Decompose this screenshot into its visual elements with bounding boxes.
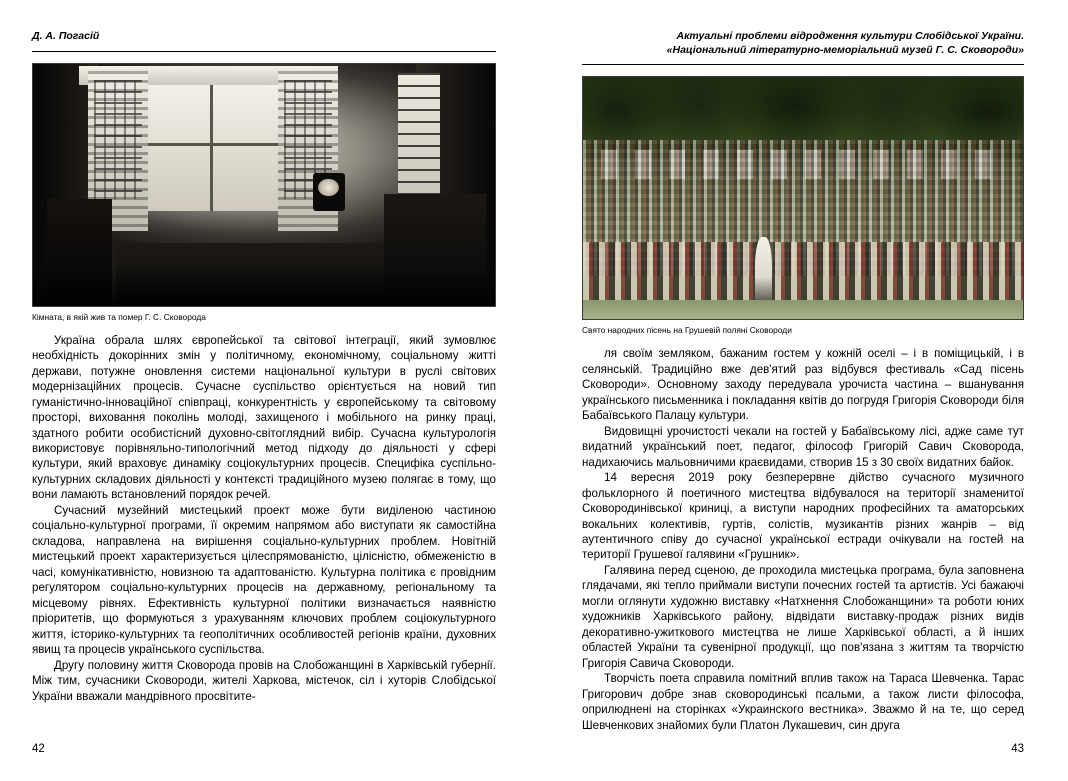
left-running-head: Д. А. Погасій (32, 30, 100, 42)
left-page-number: 42 (32, 743, 45, 755)
curtain-embroidery-pattern (94, 80, 142, 198)
museum-room-photo (32, 63, 496, 307)
left-figure-caption: Кімната, в якій жив та помер Г. С. Сковорода (32, 311, 206, 322)
room-floor-shadow (33, 267, 495, 306)
left-body-text (32, 333, 496, 704)
mantel-clock (313, 173, 345, 212)
right-running-head-line-1: Актуальні проблеми відродження культури Слобідської України. (676, 30, 1024, 42)
paragraph: 14 вересня 2019 року безперервне дійство сучасного музичного фольклорного й поетичного мистецтва відбувалося на території знаменитої Сковородинівської криниці, а виступи народних професійних та аматорських вокальних колективів, гуртів, солістів, музикантів різних жанрів – від аутентичного співу до сучасної української естради очікували на гостей на території Грушевої галявини «Грушник». (582, 471, 1024, 562)
paragraph: Україна обрала шлях європейської та світової інтеграції, який зумовлює необхідність докорінних змін у політичному, економічному, соціальному житті держави, потужне оновлення системи національної культури в руслі світових модернізаційних процесів. Сучасне суспільство орієнтується на новий тип гуманістично-інноваційної співпраці, конкурентність у європейському та світовому просторі, виховання поколінь молоді, захищеного і мобільного на ринку праці, здатного робити особистісний духовно-світоглядний вибір. Сучасна культурологія використовує порівняльно-типологічний метод підходу до діяльності у сфері культури, який враховує динаміку соціокультурних процесів. Специфіка суспільно-культурних складових діяльності у контексті традиційного музею полягає в тому, що вони ламають встановлений порядок речей. (32, 333, 496, 502)
right-running-head-line-2: «Національний літературно-меморіальний музей Г. С. Сковороди» (666, 43, 1024, 56)
right-header-rule (582, 64, 1024, 65)
grass-foreground (583, 300, 1023, 319)
paragraph: Творчість поета справила помітний вплив також на Тараса Шевченка. Тарас Григорович добре знав сковородинські псальми, а також листи філософа, оприлюднені на сторінках «Украинского вестника». Зважмо й на те, що серед Шевченкових знайомих були Платон Лукашевич, син друга (582, 672, 1024, 732)
left-header-rule (32, 51, 496, 52)
right-running-head (582, 30, 1024, 57)
right-figure (582, 76, 1024, 335)
performer-figure (755, 237, 773, 310)
right-page-number: 43 (1011, 743, 1024, 755)
paragraph: Видовищні урочистості чекали на гостей у Бабаївському лісі, адже саме тут видатний український поет, педагог, філософ Григорій Савич Сковорода, надихаючись мальовничими краєвидами, створив 15 з 30 своїх видатних байок. (582, 424, 1024, 469)
paragraph: ля своїм земляком, бажаним гостем у кожній оселі – і в поміщицькій, і в селянській. Традиційно вже дев'ятий раз відбувся фестиваль «Сад пісень Сковороди». Основному заходу передувала урочиста частина – вшанування українського письменника і покладання квітів до погрудя Григорія Сковороди біля Бабаївського Палацу культури. (582, 347, 1024, 423)
folk-song-festival-photo (582, 76, 1024, 320)
right-figure-caption: Свято народних пісень на Грушевій поляні Сковороди (582, 325, 792, 336)
room-window (144, 85, 283, 211)
paragraph: Сучасний музейний мистецький проект може бути виділеною частиною соціально-культурної програми, її окремим напрямом або виступати як самостійна складова, направлена на вирішення соціально-культурних проблем. Новітній мистецький проект характеризується цілеспрямованістю, цілісністю, обмеженістю в часі, комунікативністю, новизною та адаптованістю. Культурна політика є провідним регулятором соціально-культурних процесів на державному, регіональному та місцевому рівнях. Ефективність культурної політики визначається наявністю пріоритетів, що формуються з урахуванням ключових проблем соціокультурного життя, історико-культурних та геополітичних особливостей регіонів країни, духовних явищ та процесів українського суспільства. (32, 503, 496, 657)
paragraph: Другу половину життя Сковорода провів на Слобожанщині в Харківській губернії. Між тим, сучасники Сковороди, жителі Харкова, містечок, сіл і хуторів Слобідської України вважали мандрівного просвітите- (32, 658, 496, 703)
front-row-participants (583, 242, 1023, 305)
left-figure (32, 63, 496, 322)
right-body-text (582, 346, 1024, 733)
right-page (534, 0, 1068, 781)
paragraph: Галявина перед сценою, де проходила мистецька програма, була заповнена глядачами, які тепло приймали виступи почесних гостей та артистів. Усі бажаючі могли оглянути художню виставку «Натхнення Слобожанщини» та роботи юних художників Харківського району, відвідати виставку-продаж різних видів декоративно-ужиткового мистецтва не лише Харківської області, а й інших областей України та сувенірної продукції, що пов'язана з життям та творчістю Григорія Савича Сковороди. (582, 563, 1024, 670)
